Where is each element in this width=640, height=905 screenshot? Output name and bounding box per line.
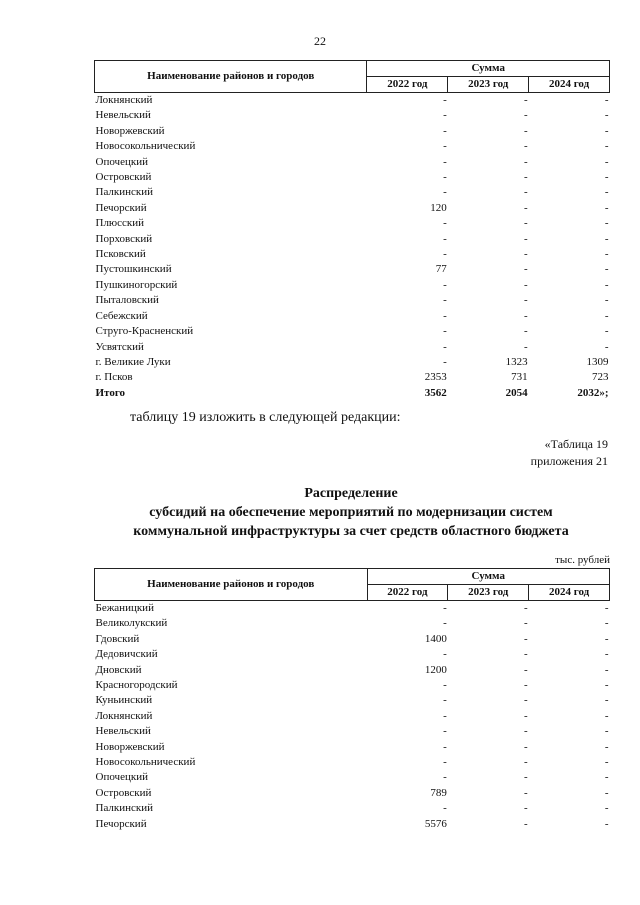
district-name-cell: г. Великие Луки [95,355,171,368]
value-cell: - [523,694,528,707]
district-name-cell: Невельский [95,109,151,122]
table-row [95,185,610,200]
value-cell: - [523,124,528,137]
district-name-cell: Усвятский [95,340,144,353]
table-row [95,93,610,109]
value-cell: - [604,140,609,153]
value-cell: 1323 [505,355,528,368]
value-cell: - [443,309,447,322]
table-row [95,201,610,216]
table-reference-line-1: «Таблица 19 [544,437,608,451]
value-cell: - [523,325,528,338]
title-line-3: коммунальной инфраструктуры за счет средств областного бюджета [133,524,569,539]
value-cell: - [443,355,447,368]
value-cell: - [523,817,528,830]
value-cell: - [523,632,528,645]
value-cell: - [604,756,609,769]
value-cell: 2353 [424,371,447,384]
value-cell: - [523,679,528,692]
table-row [95,801,610,816]
district-name-cell: Струго-Красненский [95,325,194,338]
table-row [95,293,610,308]
table-row [95,370,610,385]
value-cell: - [443,294,447,307]
value-cell: - [443,617,447,630]
units-label: тыс. рублей [555,554,610,566]
value-cell: - [604,602,609,614]
value-cell: - [443,802,447,815]
year-header: 2023 год [448,585,529,601]
value-cell: - [443,278,447,291]
table-reference-line-2: приложения 21 [530,454,608,468]
value-cell: - [523,617,528,630]
value-cell: 1200 [424,663,447,676]
value-cell: - [443,756,447,769]
district-name-cell: Пыталовский [95,294,159,307]
district-name-cell: Итого [95,386,126,399]
value-cell: - [604,679,609,692]
table-row [95,770,610,785]
value-cell: 723 [592,371,609,384]
value-cell: - [604,248,609,261]
value-cell: - [523,155,528,168]
value-cell: - [604,663,609,676]
year-header: 2024 год [529,77,610,93]
table-row [95,355,610,370]
value-cell: - [604,802,609,815]
value-cell: - [523,294,528,307]
value-cell: - [523,232,528,245]
district-name-cell: Новосокольнический [95,756,196,769]
value-cell: 77 [435,263,447,276]
value-cell: - [523,109,528,122]
table-row [95,786,610,801]
value-cell: - [443,602,447,614]
value-cell: - [443,740,447,753]
value-cell: - [523,756,528,769]
value-cell: - [523,340,528,353]
value-cell: - [604,278,609,291]
table-row [95,724,610,739]
table-row [95,232,610,247]
value-cell: - [604,155,609,168]
value-cell: - [443,109,447,122]
value-cell: - [523,709,528,722]
district-name-cell: Палкинский [95,186,154,199]
value-cell: - [604,817,609,830]
district-name-cell: Великолукский [95,617,168,630]
value-cell: - [443,325,447,338]
value-cell: 2054 [505,386,528,399]
district-name-cell: Дновский [95,663,142,676]
value-cell: - [604,648,609,661]
table-row [95,647,610,662]
value-cell: 1309 [586,355,609,368]
value-cell: - [523,802,528,815]
value-cell: - [523,217,528,230]
value-cell: - [523,186,528,199]
value-cell: - [604,309,609,322]
table-2-body [95,601,610,833]
value-cell: - [604,771,609,784]
value-cell: - [523,248,528,261]
value-cell: - [443,771,447,784]
table-row [95,693,610,708]
value-cell: - [443,171,447,184]
table-row [95,632,610,647]
value-cell: - [604,786,609,799]
district-name-cell: Новосокольнический [95,140,196,153]
table-row [95,817,610,832]
district-name-cell: Красногородский [95,679,178,692]
value-cell: - [604,217,609,230]
district-name-cell: Невельский [95,725,151,738]
value-cell: - [523,740,528,753]
value-cell: 1400 [424,632,447,645]
table-1 [94,60,610,401]
district-name-cell: Локнянский [95,709,153,722]
value-cell: - [443,140,447,153]
district-name-cell: Псковский [95,248,146,261]
value-cell: - [604,340,609,353]
district-name-cell: Себежский [95,309,148,322]
value-cell: - [604,94,609,106]
value-cell: - [523,663,528,676]
value-cell: - [604,740,609,753]
district-name-cell: Пушкиногорский [95,278,178,291]
value-cell: - [443,694,447,707]
year-header: 2022 год [367,77,448,93]
value-cell: 120 [430,201,447,214]
value-cell: - [523,602,528,614]
value-cell: - [523,278,528,291]
value-cell: 731 [511,371,528,384]
district-name-cell: Опочецкий [95,155,148,168]
value-cell: - [604,325,609,338]
year-header: 2024 год [529,585,610,601]
value-cell: - [443,217,447,230]
table-row [95,155,610,170]
table-row [95,663,610,678]
district-name-cell: Куньинский [95,694,153,707]
name-column-header: Наименование районов и городов [95,61,367,93]
value-cell: - [523,771,528,784]
district-name-cell: Бежаницкий [95,602,154,614]
value-cell: - [523,171,528,184]
district-name-cell: Островский [95,786,152,799]
value-cell: - [443,248,447,261]
value-cell: - [604,725,609,738]
value-cell: - [443,340,447,353]
total-row [95,386,610,401]
district-name-cell: Локнянский [95,94,153,106]
value-cell: - [604,186,609,199]
value-cell: - [443,648,447,661]
value-cell: - [604,632,609,645]
table-row [95,108,610,123]
value-cell: 2032»; [577,386,609,399]
district-name-cell: Палкинский [95,802,154,815]
table-1-body [95,93,610,402]
year-header: 2023 год [448,77,529,93]
table-2 [94,568,610,832]
table-row [95,170,610,185]
district-name-cell: Плюсский [95,217,145,230]
value-cell: - [443,94,447,106]
value-cell: - [604,109,609,122]
value-cell: - [604,201,609,214]
table-row [95,601,610,617]
value-cell: - [604,617,609,630]
table-row [95,740,610,755]
sum-column-header: Сумма [367,61,610,77]
table-row [95,324,610,339]
table-row [95,340,610,355]
value-cell: - [523,725,528,738]
value-cell: - [604,709,609,722]
district-name-cell: г. Псков [95,371,133,384]
value-cell: - [604,171,609,184]
value-cell: - [443,679,447,692]
value-cell: - [523,309,528,322]
value-cell: 789 [430,786,447,799]
value-cell: - [443,232,447,245]
value-cell: - [443,124,447,137]
instruction-text: таблицу 19 изложить в следующей редакции: [130,410,401,425]
value-cell: - [604,124,609,137]
value-cell: - [443,709,447,722]
value-cell: - [523,263,528,276]
table-row [95,616,610,631]
value-cell: - [604,232,609,245]
value-cell: - [604,294,609,307]
district-name-cell: Дедовичский [95,648,158,661]
value-cell: - [523,140,528,153]
district-name-cell: Печорский [95,201,147,214]
name-column-header: Наименование районов и городов [95,569,368,601]
value-cell: 5576 [424,817,447,830]
table-row [95,678,610,693]
table-row [95,309,610,324]
district-name-cell: Опочецкий [95,771,148,784]
district-name-cell: Новоржевский [95,124,165,137]
value-cell: - [443,725,447,738]
table-row [95,124,610,139]
value-cell: - [604,263,609,276]
district-name-cell: Новоржевский [95,740,165,753]
table-row [95,709,610,724]
district-name-cell: Порховский [95,232,153,245]
page-number: 22 [314,34,326,48]
table-row [95,262,610,277]
table-row [95,278,610,293]
value-cell: 3562 [424,386,447,399]
value-cell: - [523,201,528,214]
value-cell: - [604,694,609,707]
table-row [95,755,610,770]
sum-column-header: Сумма [367,569,610,585]
district-name-cell: Пустошкинский [95,263,172,276]
district-name-cell: Печорский [95,817,147,830]
district-name-cell: Гдовский [95,632,140,645]
title-line-1: Распределение [304,486,398,501]
value-cell: - [523,648,528,661]
table-row [95,139,610,154]
table-row [95,216,610,231]
district-name-cell: Островский [95,171,152,184]
value-cell: - [443,155,447,168]
year-header: 2022 год [367,585,448,601]
table-row [95,247,610,262]
value-cell: - [523,94,528,106]
title-line-2: субсидий на обеспечение мероприятий по модернизации систем [149,505,553,520]
value-cell: - [443,186,447,199]
value-cell: - [523,786,528,799]
